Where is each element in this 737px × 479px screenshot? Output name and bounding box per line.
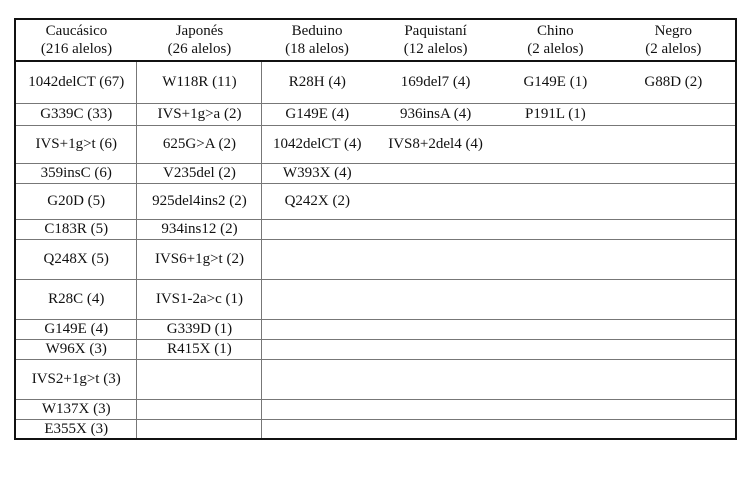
table-cell [612, 239, 736, 279]
table-cell [262, 419, 372, 439]
table-cell [499, 319, 612, 339]
table-cell [372, 279, 499, 319]
mutation-table-container [14, 18, 737, 440]
table-cell [372, 219, 499, 239]
table-row [15, 359, 736, 399]
table-row [15, 125, 736, 163]
mutation-table [14, 18, 737, 440]
table-cell: G20D (5) [15, 183, 137, 219]
header-caucasico: Caucásico (216 alelos) [15, 19, 137, 61]
table-cell [499, 239, 612, 279]
table-cell [612, 125, 736, 163]
table-cell: 1042delCT (67) [15, 61, 137, 103]
table-cell [612, 183, 736, 219]
table-cell [372, 239, 499, 279]
table-cell [499, 279, 612, 319]
table-cell [262, 399, 372, 419]
table-cell [262, 219, 372, 239]
table-cell: IVS6+1g>t (2) [137, 239, 262, 279]
table-cell [262, 339, 372, 359]
table-cell: 936insA (4) [372, 103, 499, 125]
table-cell: C183R (5) [15, 219, 137, 239]
table-cell [499, 125, 612, 163]
header-chino: Chino (2 alelos) [499, 19, 612, 61]
table-cell: W118R (11) [137, 61, 262, 103]
table-row [15, 163, 736, 183]
table-cell [612, 419, 736, 439]
table-cell: R28C (4) [15, 279, 137, 319]
table-cell: 169del7 (4) [372, 61, 499, 103]
table-row [15, 103, 736, 125]
table-cell: 359insC (6) [15, 163, 137, 183]
table-cell [499, 339, 612, 359]
table-cell [262, 359, 372, 399]
table-cell [372, 163, 499, 183]
table-row [15, 419, 736, 439]
table-cell [499, 419, 612, 439]
table-cell: G88D (2) [612, 61, 736, 103]
table-cell: V235del (2) [137, 163, 262, 183]
table-cell [612, 319, 736, 339]
table-cell [372, 319, 499, 339]
table-cell: Q248X (5) [15, 239, 137, 279]
table-cell: E355X (3) [15, 419, 137, 439]
table-row [15, 219, 736, 239]
table-cell [612, 219, 736, 239]
table-cell: G149E (4) [262, 103, 372, 125]
table-cell: G149E (4) [15, 319, 137, 339]
table-cell [612, 359, 736, 399]
table-cell [612, 163, 736, 183]
table-cell: W393X (4) [262, 163, 372, 183]
table-cell: IVS+1g>a (2) [137, 103, 262, 125]
table-cell [372, 339, 499, 359]
table-cell: 1042delCT (4) [262, 125, 372, 163]
header-beduino: Beduino (18 alelos) [262, 19, 372, 61]
table-cell [499, 163, 612, 183]
table-cell: IVS2+1g>t (3) [15, 359, 137, 399]
table-cell [372, 399, 499, 419]
table-cell [612, 399, 736, 419]
table-row [15, 239, 736, 279]
table-row [15, 183, 736, 219]
table-cell [372, 359, 499, 399]
table-cell [612, 339, 736, 359]
table-cell: G339C (33) [15, 103, 137, 125]
table-cell: 925del4ins2 (2) [137, 183, 262, 219]
table-cell [262, 279, 372, 319]
header-row [15, 19, 736, 61]
table-cell: IVS1-2a>c (1) [137, 279, 262, 319]
table-row [15, 319, 736, 339]
table-cell: G339D (1) [137, 319, 262, 339]
table-cell [372, 183, 499, 219]
table-cell [499, 359, 612, 399]
table-cell: P191L (1) [499, 103, 612, 125]
table-cell [499, 219, 612, 239]
header-japones: Japonés (26 alelos) [137, 19, 262, 61]
table-cell: W96X (3) [15, 339, 137, 359]
table-cell: R28H (4) [262, 61, 372, 103]
table-cell [137, 399, 262, 419]
table-cell [137, 419, 262, 439]
header-negro: Negro (2 alelos) [612, 19, 736, 61]
table-cell [262, 319, 372, 339]
table-cell: R415X (1) [137, 339, 262, 359]
table-cell [499, 183, 612, 219]
table-cell: 625G>A (2) [137, 125, 262, 163]
table-cell [499, 399, 612, 419]
table-row [15, 339, 736, 359]
table-cell: Q242X (2) [262, 183, 372, 219]
table-cell: W137X (3) [15, 399, 137, 419]
table-cell: 934ins12 (2) [137, 219, 262, 239]
table-cell [372, 419, 499, 439]
header-paquistani: Paquistaní (12 alelos) [372, 19, 499, 61]
table-body [15, 61, 736, 439]
table-row [15, 279, 736, 319]
table-cell: G149E (1) [499, 61, 612, 103]
table-cell [612, 103, 736, 125]
table-cell [262, 239, 372, 279]
table-cell [612, 279, 736, 319]
table-row [15, 61, 736, 103]
table-cell: IVS+1g>t (6) [15, 125, 137, 163]
table-cell: IVS8+2del4 (4) [372, 125, 499, 163]
table-row [15, 399, 736, 419]
table-cell [137, 359, 262, 399]
